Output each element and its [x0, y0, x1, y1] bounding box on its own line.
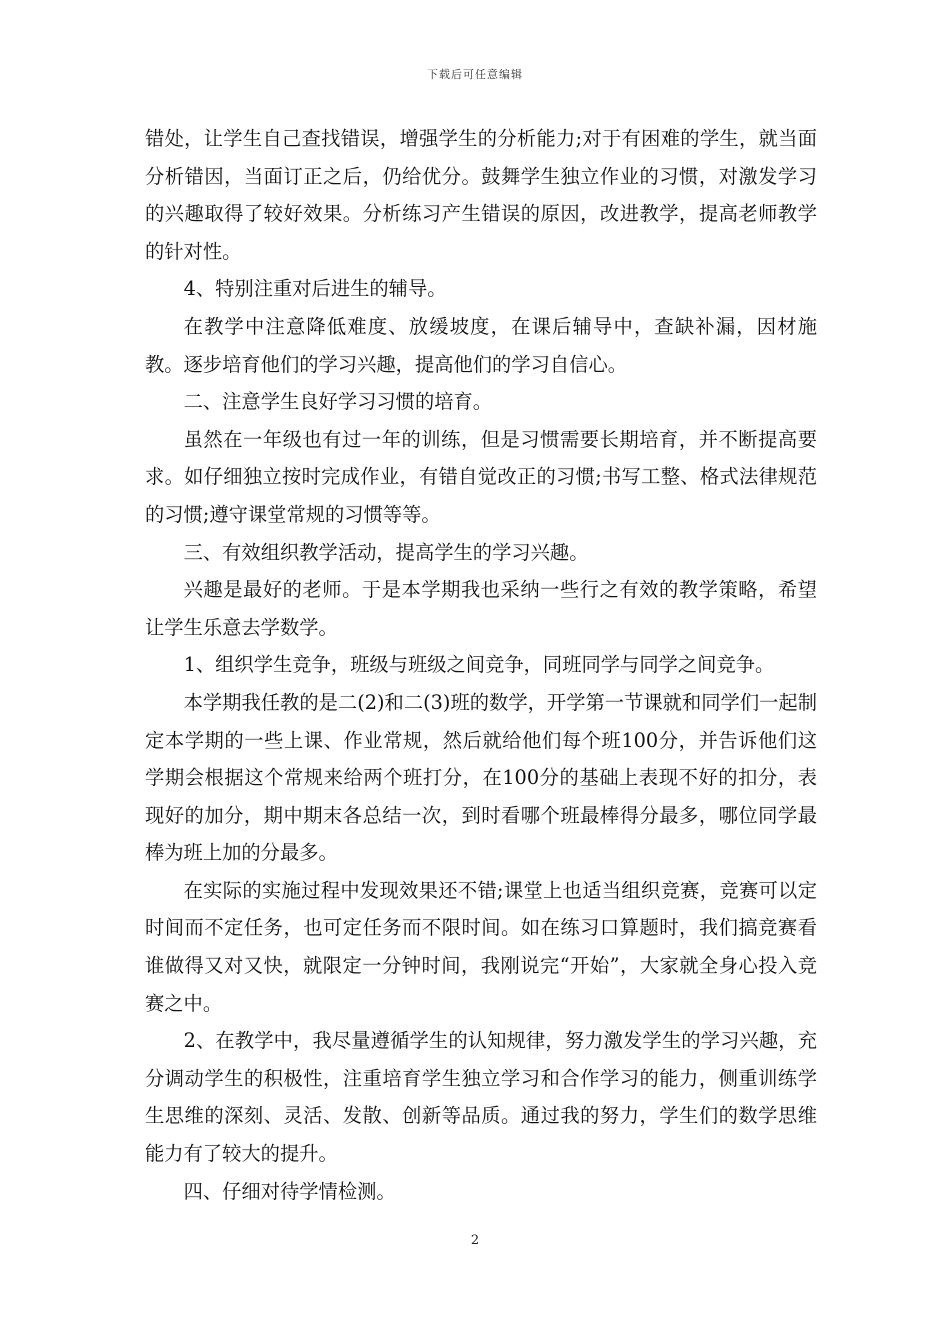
page-header: 下载后可任意编辑	[427, 68, 523, 81]
paragraph-12: 四、仔细对待学情检测。	[183, 1179, 396, 1203]
paragraph-6: 三、有效组织教学活动，提高学生的学习兴趣。	[183, 540, 589, 564]
paragraph-8: 1、组织学生竞争，班级与班级之间竞争，同班同学与同学之间竞争。	[183, 653, 775, 677]
paragraph-1: 错处，让学生自己查找错误，增强学生的分析能力;对于有困难的学生，就当面分析错因，当面订正之后，仍给优分。鼓舞学生独立作业的习惯，对激发学习的兴趣取得了较好效果。分析练习产生错误的原因，改进教学，提高老师教学的针对性。	[145, 127, 817, 263]
paragraph-10: 在实际的实施过程中发现效果还不错;课堂上也适当组织竞赛，竞赛可以定时间而不定任务，也可定任务而不限时间。如在练习口算题时，我们搞竞赛看谁做得又对又快，就限定一分钟时间，我刚说完“开始”，大家就全身心投入竞赛之中。	[145, 878, 817, 1015]
paragraph-4: 二、注意学生良好学习习惯的培育。	[183, 390, 493, 414]
document-body	[145, 120, 817, 1210]
paragraph-9: 本学期我任教的是二(2)和二(3)班的数学，开学第一节课就和同学们一起制定本学期的一些上课、作业常规，然后就给他们每个班100分，并告诉他们这学期会根据这个常规来给两个班打分，在100分的基础上表现不好的扣分，表现好的加分，期中期末各总结一次，到时看哪个班最棒得分最多，哪位同学最棒为班上加的分最多。	[145, 690, 817, 865]
paragraph-3: 在教学中注意降低难度、放缓坡度，在课后辅导中，查缺补漏，因材施教。逐步培育他们的学习兴趣，提高他们的学习自信心。	[145, 314, 817, 376]
paragraph-7: 兴趣是最好的老师。于是本学期我也采纳一些行之有效的教学策略，希望让学生乐意去学数学。	[145, 578, 817, 639]
paragraph-11: 2、在教学中，我尽量遵循学生的认知规律，努力激发学生的学习兴趣，充分调动学生的积极性，注重培育学生独立学习和合作学习的能力，侧重训练学生思维的深刻、灵活、发散、创新等品质。通过我的努力，学生们的数学思维能力有了较大的提升。	[145, 1029, 817, 1166]
page-number: 2	[470, 1233, 480, 1248]
paragraph-2: 4、特别注重对后进生的辅导。	[183, 277, 447, 301]
paragraph-5: 虽然在一年级也有过一年的训练，但是习惯需要长期培育，并不断提高要求。如仔细独立按时完成作业，有错自觉改正的习惯;书写工整、格式法律规范的习惯;遵守课堂常规的习惯等等。	[145, 427, 817, 526]
